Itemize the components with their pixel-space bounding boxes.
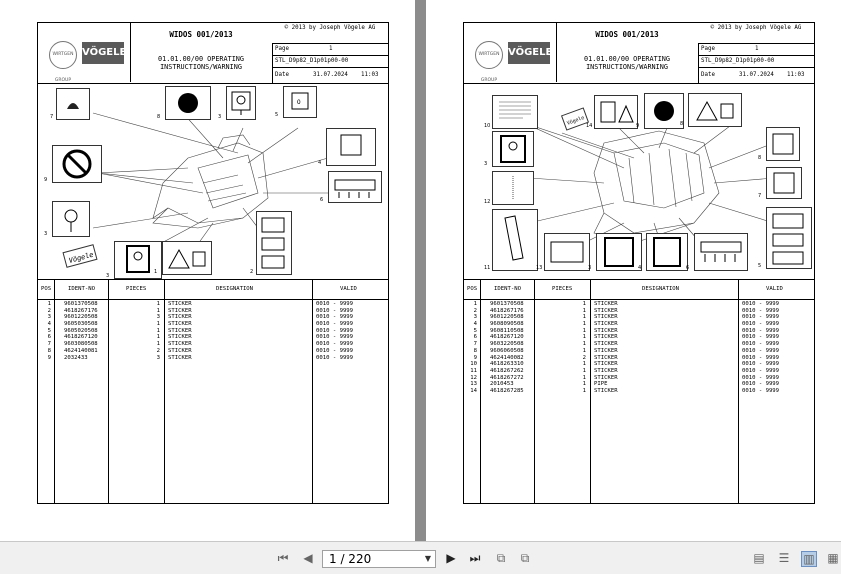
sticker-3b-lifting-point-icon: 3 xyxy=(52,201,90,237)
page-number: 1 xyxy=(329,46,333,52)
row-valid: 0010 - 9999 xyxy=(316,354,354,361)
row-designation: STICKER xyxy=(594,354,618,361)
row-valid: 0010 - 9999 xyxy=(742,354,780,361)
row-pos: 5 xyxy=(47,327,51,334)
parts-sheet xyxy=(37,22,389,504)
row-pieces: 1 xyxy=(582,314,586,321)
row-pos: 4 xyxy=(47,321,51,328)
row-pos: 14 xyxy=(470,387,477,394)
row-valid: 0010 - 9999 xyxy=(742,314,780,321)
two-page-view-icon[interactable]: ▥ xyxy=(801,551,817,567)
row-valid: 0010 - 9999 xyxy=(316,341,354,348)
sticker-3-lifting-point-icon: 3 xyxy=(226,86,256,120)
row-pos: 1 xyxy=(47,301,51,307)
row-valid: 0010 - 9999 xyxy=(316,301,354,307)
row-valid: 0010 - 9999 xyxy=(742,347,780,354)
row-designation: STICKER xyxy=(594,361,618,368)
row-pos: 11 xyxy=(470,367,477,374)
section-subtitle xyxy=(556,55,698,71)
vogele-logo: VÖGELE xyxy=(82,42,124,64)
row-designation: STICKER xyxy=(168,334,192,341)
row-ident: 9608110508 xyxy=(490,327,524,334)
document-page-right xyxy=(426,0,841,541)
row-ident: 4618267176 xyxy=(64,307,98,314)
row-pieces: 1 xyxy=(582,347,586,354)
col-valid-header: VALID xyxy=(766,286,783,292)
sticker-4-manual-icon: 4 xyxy=(646,233,688,271)
row-pieces: 1 xyxy=(582,341,586,348)
row-ident: 2010453 xyxy=(490,381,514,388)
row-designation: STICKER xyxy=(594,347,618,354)
sticker-3c-lifting-point-icon: 3 xyxy=(114,241,162,279)
rotate-back-icon[interactable]: ⧉ xyxy=(496,551,506,565)
row-pieces: 2 xyxy=(582,354,586,361)
table-row xyxy=(464,301,814,308)
document-title: WIDOS 001/2013 xyxy=(169,30,233,39)
row-pos: 3 xyxy=(473,314,477,321)
table-row xyxy=(464,368,814,375)
row-pos: 4 xyxy=(473,321,477,328)
sticker-5-manual-icon: 5 O xyxy=(283,86,317,118)
row-designation: STICKER xyxy=(168,341,192,348)
copyright-note: © 2013 by Joseph Vögele AG xyxy=(284,25,376,31)
row-pos: 9 xyxy=(473,354,477,361)
row-valid: 0010 - 9999 xyxy=(742,321,780,328)
row-valid: 0010 - 9999 xyxy=(742,367,780,374)
subtitle-line-1: 01.01.00/00 OPERATING xyxy=(158,55,244,63)
row-pieces: 1 xyxy=(156,334,160,341)
sticker-6-hydraulic-icon: 6 xyxy=(328,171,382,203)
table-row xyxy=(38,301,388,308)
sticker-9-no-touch-icon: 9 xyxy=(52,145,102,183)
sticker-8-triangle-warning-icon: 8 xyxy=(688,93,742,127)
row-valid: 0010 - 9999 xyxy=(316,347,354,354)
row-pieces: 1 xyxy=(582,307,586,314)
table-row xyxy=(464,341,814,348)
previous-page-icon[interactable]: ◀ xyxy=(303,551,313,565)
sticker-8-black-dot-icon: 8 xyxy=(165,86,211,120)
table-row xyxy=(464,328,814,335)
row-valid: 0010 - 9999 xyxy=(742,307,780,314)
table-row xyxy=(464,314,814,321)
row-pieces: 1 xyxy=(582,367,586,374)
row-pos: 12 xyxy=(470,374,477,381)
sticker-3b-lifting-point-icon: 3 xyxy=(596,233,642,271)
row-pos: 8 xyxy=(473,347,477,354)
svg-text:O: O xyxy=(297,99,301,106)
table-row xyxy=(464,381,814,388)
row-valid: 0010 - 9999 xyxy=(742,341,780,348)
row-valid: 0010 - 9999 xyxy=(316,334,354,341)
chevron-down-icon: ▼ xyxy=(424,554,431,563)
row-designation: STICKER xyxy=(168,301,192,307)
row-valid: 0010 - 9999 xyxy=(316,314,354,321)
row-ident: 4624140081 xyxy=(64,347,98,354)
page-label: Page xyxy=(701,46,715,52)
date-label: Date xyxy=(275,72,289,78)
row-pos: 5 xyxy=(473,327,477,334)
row-pieces: 1 xyxy=(582,327,586,334)
parts-table-left xyxy=(38,301,388,361)
doc-id: STL_D9p82_D1p01p00-00 xyxy=(275,58,349,64)
two-page-continuous-view-icon[interactable]: ▦ xyxy=(827,551,839,565)
sticker-7-crush-warning-icon: 7 xyxy=(56,88,90,120)
svg-text:Vögele: Vögele xyxy=(566,114,586,127)
row-designation: STICKER xyxy=(594,327,618,334)
first-page-icon[interactable]: ⏮ xyxy=(277,551,289,565)
row-pos: 9 xyxy=(47,354,51,361)
page-number: 1 xyxy=(755,46,759,52)
table-header xyxy=(464,279,814,300)
table-row xyxy=(464,361,814,368)
row-valid: 0010 - 9999 xyxy=(742,374,780,381)
row-ident: 9601220508 xyxy=(490,314,524,321)
row-ident: 4618267176 xyxy=(490,307,524,314)
continuous-view-icon[interactable]: ☰ xyxy=(778,551,790,565)
col-ident-header: IDENT-NO xyxy=(494,286,521,292)
table-row xyxy=(38,341,388,348)
col-designation-header: DESIGNATION xyxy=(216,286,254,292)
table-row xyxy=(464,321,814,328)
row-pieces: 1 xyxy=(156,341,160,348)
col-pos-header: POS xyxy=(41,286,52,292)
row-ident: 4624140082 xyxy=(490,354,524,361)
row-pos: 7 xyxy=(473,341,477,348)
date-label: Date xyxy=(701,72,715,78)
time-value: 11:03 xyxy=(361,72,379,78)
table-row xyxy=(38,328,388,335)
row-valid: 0010 - 9999 xyxy=(316,307,354,314)
row-pos: 6 xyxy=(473,334,477,341)
row-pos: 2 xyxy=(47,307,51,314)
sticker-1-warning-triangle-icon: 1 xyxy=(162,241,212,275)
row-ident: 4618267285 xyxy=(490,387,524,394)
table-row xyxy=(38,334,388,341)
row-ident: 2032433 xyxy=(64,354,88,361)
sticker-6-hydraulic-icon: 6 xyxy=(694,233,748,271)
page-label: Page xyxy=(275,46,289,52)
sticker-12-pipe-icon: 12 xyxy=(492,171,534,205)
row-ident: 9606060508 xyxy=(490,347,524,354)
row-ident: 9603080508 xyxy=(64,341,98,348)
doc-id: STL_D9p82_D1p01p00-00 xyxy=(701,58,775,64)
row-ident: 4618267272 xyxy=(490,374,524,381)
viewer-toolbar xyxy=(0,541,841,574)
row-valid: 0010 - 9999 xyxy=(742,301,780,307)
vogele-logo: VÖGELE xyxy=(508,42,550,64)
row-pieces: 1 xyxy=(582,381,586,388)
row-pieces: 3 xyxy=(156,354,160,361)
row-ident: 4618267120 xyxy=(64,334,98,341)
exploded-drawing xyxy=(464,83,814,280)
table-row xyxy=(38,348,388,355)
sticker-11-instruction-icon: 11 xyxy=(492,209,538,271)
row-pieces: 1 xyxy=(156,307,160,314)
wirtgen-group-logo: WIRTGEN GROUP xyxy=(475,41,503,69)
table-row xyxy=(38,314,388,321)
copyright-note: © 2013 by Joseph Vögele AG xyxy=(710,25,802,31)
row-ident: 9605020508 xyxy=(64,327,98,334)
row-designation: STICKER xyxy=(594,301,618,307)
date-value: 31.07.2024 xyxy=(313,72,348,78)
page-number-select[interactable] xyxy=(322,550,436,568)
row-ident: 9603220508 xyxy=(490,341,524,348)
sticker-4-warning-icon: 4 xyxy=(326,128,376,166)
col-pieces-header: PIECES xyxy=(552,286,573,292)
row-pos: 7 xyxy=(47,341,51,348)
sticker-9-black-dot-icon: 9 xyxy=(644,93,684,129)
subtitle-line-2: INSTRUCTIONS/WARNING xyxy=(586,63,668,71)
table-header xyxy=(38,279,388,300)
col-pos-header: POS xyxy=(467,286,478,292)
col-designation-header: DESIGNATION xyxy=(642,286,680,292)
row-pieces: 1 xyxy=(582,301,586,307)
sheet-header xyxy=(38,23,388,84)
row-valid: 0010 - 9999 xyxy=(742,361,780,368)
sticker-10-text-label-icon: 10 xyxy=(492,95,538,129)
row-ident: 9608090508 xyxy=(490,321,524,328)
row-ident: 9601220508 xyxy=(64,314,98,321)
table-row xyxy=(464,348,814,355)
date-row xyxy=(698,67,815,83)
logo-cell xyxy=(464,23,557,82)
row-pieces: 1 xyxy=(582,321,586,328)
row-designation: STICKER xyxy=(594,374,618,381)
row-designation: STICKER xyxy=(594,387,618,394)
last-page-icon[interactable]: ⏭ xyxy=(469,551,481,565)
row-pieces: 1 xyxy=(582,387,586,394)
row-pieces: 1 xyxy=(582,374,586,381)
row-ident: 4618263310 xyxy=(490,361,524,368)
row-designation: STICKER xyxy=(594,307,618,314)
row-ident: 9605030508 xyxy=(64,321,98,328)
date-value: 31.07.2024 xyxy=(739,72,774,78)
subtitle-line-1: 01.01.00/00 OPERATING xyxy=(584,55,670,63)
sticker-14-hazard-icon: 14 xyxy=(594,95,638,129)
row-designation: PIPE xyxy=(594,381,608,388)
document-page-left xyxy=(0,0,415,541)
row-pieces: 1 xyxy=(156,321,160,328)
row-designation: STICKER xyxy=(168,354,192,361)
row-designation: STICKER xyxy=(594,341,618,348)
row-designation: STICKER xyxy=(594,321,618,328)
sticker-5-symbol-set-icon: 5 xyxy=(766,207,812,269)
row-valid: 0010 - 9999 xyxy=(742,381,780,388)
section-subtitle xyxy=(130,55,272,71)
sticker-7-manual-icon: 7 xyxy=(766,167,802,199)
row-designation: STICKER xyxy=(594,367,618,374)
row-pieces: 1 xyxy=(582,334,586,341)
row-pos: 6 xyxy=(47,334,51,341)
sticker-3-lifting-point-icon: 3 xyxy=(492,131,534,167)
row-pieces: 1 xyxy=(156,301,160,307)
time-value: 11:03 xyxy=(787,72,805,78)
row-ident: 9601370508 xyxy=(490,301,524,307)
table-row xyxy=(38,308,388,315)
row-pos: 8 xyxy=(47,347,51,354)
row-pos: 2 xyxy=(473,307,477,314)
single-page-view-icon[interactable]: ▤ xyxy=(753,551,765,565)
row-ident: 4618267262 xyxy=(490,367,524,374)
row-valid: 0010 - 9999 xyxy=(316,321,354,328)
logo-cell xyxy=(38,23,131,82)
col-ident-header: IDENT-NO xyxy=(68,286,95,292)
row-valid: 0010 - 9999 xyxy=(742,327,780,334)
sticker-2-symbol-set-icon: 2 xyxy=(256,211,292,275)
row-designation: STICKER xyxy=(594,314,618,321)
row-valid: 0010 - 9999 xyxy=(742,387,780,394)
row-designation: STICKER xyxy=(594,334,618,341)
sticker-8b-manual-icon: 8 xyxy=(766,127,800,161)
row-pos: 3 xyxy=(47,314,51,321)
row-designation: STICKER xyxy=(168,307,192,314)
exploded-drawing xyxy=(38,83,388,280)
table-row xyxy=(464,355,814,362)
table-row xyxy=(464,308,814,315)
row-pieces: 1 xyxy=(156,327,160,334)
table-row xyxy=(464,375,814,382)
row-pieces: 1 xyxy=(582,361,586,368)
document-title: WIDOS 001/2013 xyxy=(595,30,659,39)
row-ident: 9601370508 xyxy=(64,301,98,307)
page-indicator: 1 / 220 xyxy=(329,552,372,566)
sheet-header xyxy=(464,23,814,84)
svg-text:Vögele: Vögele xyxy=(67,250,95,265)
row-designation: STICKER xyxy=(168,327,192,334)
col-pieces-header: PIECES xyxy=(126,286,147,292)
col-valid-header: VALID xyxy=(340,286,357,292)
row-designation: STICKER xyxy=(168,347,192,354)
row-valid: 0010 - 9999 xyxy=(316,327,354,334)
date-row xyxy=(272,67,389,83)
table-row xyxy=(464,334,814,341)
next-page-icon[interactable]: ▶ xyxy=(446,551,456,565)
row-designation: STICKER xyxy=(168,321,192,328)
rotate-forward-icon[interactable]: ⧉ xyxy=(520,551,530,565)
table-row xyxy=(464,388,814,395)
row-pieces: 2 xyxy=(156,347,160,354)
row-pieces: 3 xyxy=(156,314,160,321)
row-pos: 1 xyxy=(473,301,477,307)
row-designation: STICKER xyxy=(168,314,192,321)
table-row xyxy=(38,355,388,362)
parts-sheet xyxy=(463,22,815,504)
row-pos: 13 xyxy=(470,381,477,388)
wirtgen-group-logo: WIRTGEN GROUP xyxy=(49,41,77,69)
parts-table-right xyxy=(464,301,814,395)
table-row xyxy=(38,321,388,328)
subtitle-line-2: INSTRUCTIONS/WARNING xyxy=(160,63,242,71)
row-valid: 0010 - 9999 xyxy=(742,334,780,341)
row-ident: 4618267120 xyxy=(490,334,524,341)
row-pos: 10 xyxy=(470,361,477,368)
sticker-13-pictogram-icon: 13 xyxy=(544,233,590,271)
